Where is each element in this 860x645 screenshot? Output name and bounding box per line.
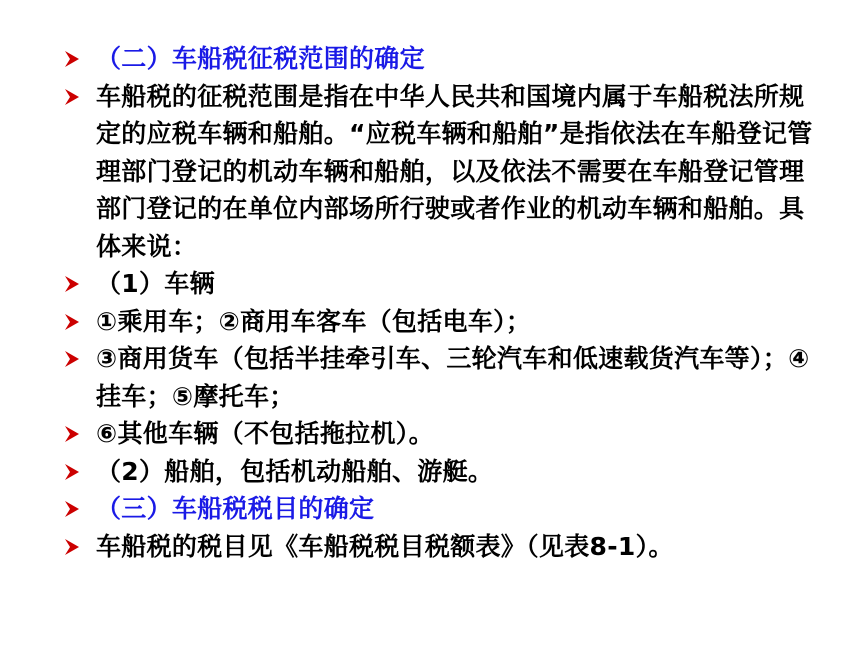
vehicle-types-other: ⑥其他车辆（不包括拖拉机）。 [96, 419, 434, 448]
arrowhead-bullet-icon [62, 265, 96, 303]
arrowhead-bullet-icon [62, 40, 96, 78]
list-item [62, 453, 822, 491]
list-item-heading-2 [62, 490, 822, 528]
arrowhead-bullet-icon [62, 415, 96, 453]
list-item [62, 528, 822, 566]
list-item-heading-1 [62, 40, 822, 78]
list-item [62, 303, 822, 341]
subheading-vessels: （2）船舶，包括机动船舶、游艇。 [96, 456, 494, 486]
section-heading-tax-items: （三）车船税税目的确定 [96, 494, 375, 523]
arrowhead-bullet-icon [62, 490, 96, 528]
vehicle-types-passenger: ①乘用车；②商用车客车（包括电车）； [96, 306, 532, 336]
bullet-list [62, 40, 822, 565]
vehicle-types-freight: ③商用货车（包括半挂牵引车、三轮汽车和低速载货汽车等）；④挂车；⑤摩托车； [96, 344, 810, 411]
list-item [62, 415, 822, 453]
list-item [62, 78, 822, 266]
arrowhead-bullet-icon [62, 453, 96, 491]
section-heading-scope: （二）车船税征税范围的确定 [96, 44, 425, 73]
arrowhead-bullet-icon [62, 340, 96, 378]
paragraph-scope-definition: 车船税的征税范围是指在中华人民共和国境内属于车船税法所规定的应税车辆和船舶。“应税车辆和船舶”是指依法在车船登记管理部门登记的机动车辆和船舶，以及依法不需要在车船登记管理部门登记的在单位内部场所行驶或者作业的机动车辆和船舶。具体来说： [96, 81, 813, 261]
list-item [62, 265, 822, 303]
subheading-vehicles: （1）车辆 [96, 269, 215, 298]
list-item [62, 340, 822, 415]
arrowhead-bullet-icon [62, 78, 96, 116]
arrowhead-bullet-icon [62, 303, 96, 341]
paragraph-tax-table-reference: 车船税的税目见《车船税税目税额表》（见表8-1）。 [96, 531, 674, 561]
arrowhead-bullet-icon [62, 528, 96, 566]
